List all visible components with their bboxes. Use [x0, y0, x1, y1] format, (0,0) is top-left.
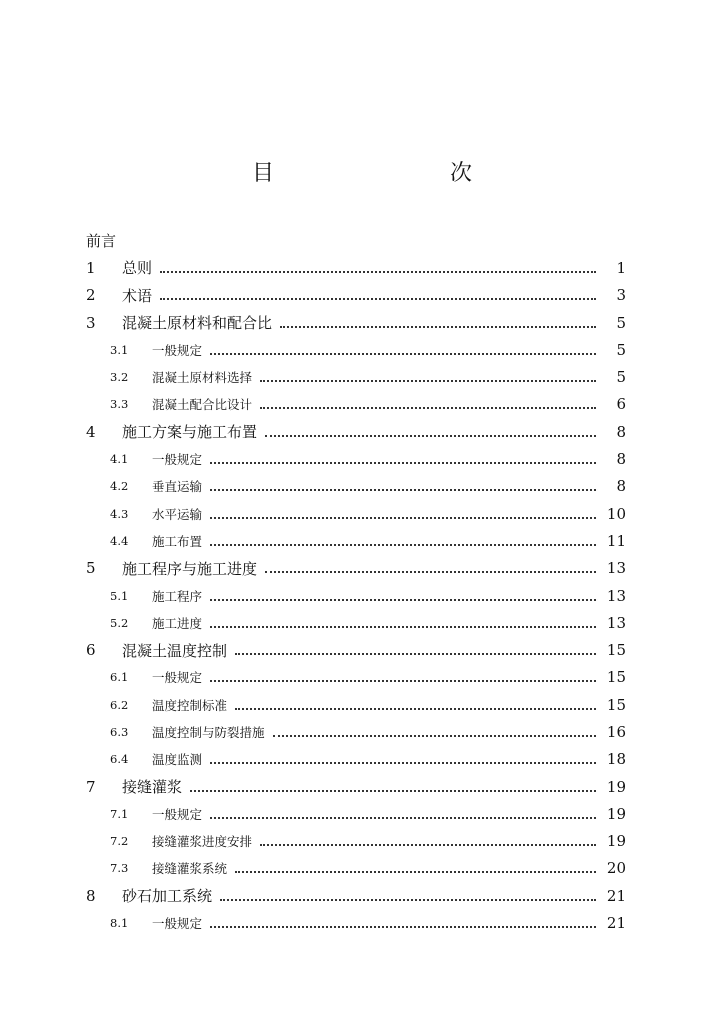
dot-leader [210, 626, 596, 628]
toc-entry [86, 800, 626, 827]
toc-entry-number: 7.1 [110, 806, 129, 821]
toc-entry [86, 473, 626, 500]
toc-entry-number: 3.2 [110, 370, 129, 385]
toc-entry [86, 391, 626, 418]
toc-entry-number: 4.4 [110, 533, 129, 548]
toc-entry-title: 一般规定 [152, 916, 203, 932]
toc-entry-page: 8 [616, 450, 626, 469]
toc-entry-title: 一般规定 [152, 670, 203, 686]
toc-entry-page: 15 [606, 695, 626, 714]
toc-entry-page: 5 [616, 313, 626, 332]
toc-entry-number: 6.4 [110, 752, 129, 767]
dot-leader [220, 899, 596, 901]
dot-leader [235, 708, 596, 710]
dot-leader [235, 653, 596, 655]
toc-entry-title: 术语 [122, 286, 153, 305]
dot-leader [235, 871, 596, 873]
dot-leader [210, 680, 596, 682]
toc-entry-title: 混凝土配合比设计 [152, 397, 253, 413]
dot-leader [210, 762, 596, 764]
page-title: 目 次 [251, 161, 516, 186]
dot-leader [210, 599, 596, 601]
toc-entry-page: 13 [606, 613, 626, 632]
toc-entry [86, 500, 626, 527]
toc-entry-number: 3.3 [110, 397, 129, 412]
dot-leader [265, 571, 596, 573]
toc-entry-number: 7.3 [110, 861, 129, 876]
toc-entry [86, 336, 626, 363]
toc-entry-number: 4.3 [110, 506, 129, 521]
dot-leader [273, 735, 596, 737]
toc-entry-number: 6 [86, 641, 96, 660]
toc-entry-title: 施工布置 [152, 533, 203, 549]
toc-entry-page: 19 [606, 804, 626, 823]
toc-entry-page: 21 [606, 914, 626, 933]
toc-entry-number: 5 [86, 559, 96, 578]
toc-entry-title: 砂石加工系统 [122, 887, 213, 906]
toc-entry-number: 7 [86, 777, 96, 796]
toc-entry-page: 16 [606, 722, 626, 741]
toc-entry-number: 4 [86, 422, 96, 441]
toc-entry-title: 混凝土原材料选择 [152, 370, 253, 386]
toc-entry-title: 施工方案与施工布置 [122, 423, 258, 442]
dot-leader [265, 435, 596, 437]
toc-entry-number: 3 [86, 313, 96, 332]
toc-entry [86, 855, 626, 882]
toc-entry-page: 3 [616, 286, 626, 305]
toc-entry-number: 7.2 [110, 834, 129, 849]
dot-leader [160, 271, 596, 273]
toc-entry-title: 温度监测 [152, 752, 203, 768]
toc-entry-number: 6.2 [110, 697, 129, 712]
dot-leader [210, 926, 596, 928]
dot-leader [160, 298, 596, 300]
toc-entry-page: 18 [606, 750, 626, 769]
toc-entry-title: 一般规定 [152, 452, 203, 468]
dot-leader [260, 380, 596, 382]
toc-entry-page: 19 [606, 832, 626, 851]
toc-entry-title: 水平运输 [152, 506, 203, 522]
toc-entry-page: 15 [606, 641, 626, 660]
toc-entry [86, 909, 626, 936]
toc-entry [86, 882, 626, 909]
toc-entry-title: 前言 [86, 232, 117, 251]
toc-entry-title: 温度控制与防裂措施 [152, 724, 265, 740]
toc-entry-number: 2 [86, 286, 96, 305]
dot-leader [210, 353, 596, 355]
toc-entry-title: 混凝土温度控制 [122, 641, 228, 660]
table-of-contents [86, 227, 626, 937]
toc-entry [86, 445, 626, 472]
toc-entry-title: 垂直运输 [152, 479, 203, 495]
toc-entry-page: 13 [606, 586, 626, 605]
toc-entry-number: 6.1 [110, 670, 129, 685]
toc-entry-number: 6.3 [110, 724, 129, 739]
toc-entry-page: 11 [606, 531, 626, 550]
toc-entry [86, 555, 626, 582]
toc-entry [86, 828, 626, 855]
toc-entry-page: 6 [616, 395, 626, 414]
toc-entry-page: 20 [606, 859, 626, 878]
toc-entry-page: 21 [606, 886, 626, 905]
toc-entry [86, 773, 626, 800]
toc-entry [86, 609, 626, 636]
toc-entry-page: 8 [616, 477, 626, 496]
toc-entry [86, 254, 626, 281]
toc-entry-page: 1 [616, 258, 626, 277]
toc-entry [86, 363, 626, 390]
toc-entry [86, 282, 626, 309]
dot-leader [210, 517, 596, 519]
toc-entry [86, 582, 626, 609]
toc-entry [86, 718, 626, 745]
toc-entry-title: 温度控制标准 [152, 697, 228, 713]
toc-entry-title: 接缝灌浆系统 [152, 861, 228, 877]
toc-entry [86, 527, 626, 554]
dot-leader [210, 462, 596, 464]
toc-entry-page: 5 [616, 368, 626, 387]
toc-entry-number: 5.2 [110, 615, 129, 630]
toc-entry-page: 15 [606, 668, 626, 687]
toc-entry-title: 施工进度 [152, 615, 203, 631]
toc-entry-page: 5 [616, 340, 626, 359]
toc-entry [86, 309, 626, 336]
toc-entry [86, 418, 626, 445]
toc-entry-title: 接缝灌浆进度安排 [152, 834, 253, 850]
dot-leader [190, 790, 596, 792]
toc-entry-number: 4.1 [110, 452, 129, 467]
dot-leader [210, 544, 596, 546]
toc-entry-title: 一般规定 [152, 342, 203, 358]
toc-entry-title: 混凝土原材料和配合比 [122, 314, 273, 333]
toc-entry-page: 10 [606, 504, 626, 523]
toc-entry-title: 施工程序与施工进度 [122, 559, 258, 578]
dot-leader [260, 407, 596, 409]
toc-entry-title: 施工程序 [152, 588, 203, 604]
toc-entry-number: 5.1 [110, 588, 129, 603]
dot-leader [260, 844, 596, 846]
toc-entry-title: 一般规定 [152, 806, 203, 822]
dot-leader [280, 326, 596, 328]
toc-entry-number: 8.1 [110, 916, 129, 931]
toc-entry-page: 13 [606, 559, 626, 578]
toc-entry-page: 8 [616, 422, 626, 441]
toc-entry [86, 227, 626, 254]
toc-entry [86, 691, 626, 718]
toc-entry [86, 746, 626, 773]
dot-leader [210, 489, 596, 491]
toc-entry-page: 19 [606, 777, 626, 796]
dot-leader [210, 817, 596, 819]
toc-entry-number: 1 [86, 258, 96, 277]
toc-entry-number: 8 [86, 886, 96, 905]
toc-entry-number: 3.1 [110, 342, 129, 357]
toc-entry [86, 636, 626, 663]
toc-entry-number: 4.2 [110, 479, 129, 494]
toc-entry-title: 总则 [122, 259, 153, 278]
toc-entry [86, 664, 626, 691]
toc-entry-title: 接缝灌浆 [122, 778, 183, 797]
